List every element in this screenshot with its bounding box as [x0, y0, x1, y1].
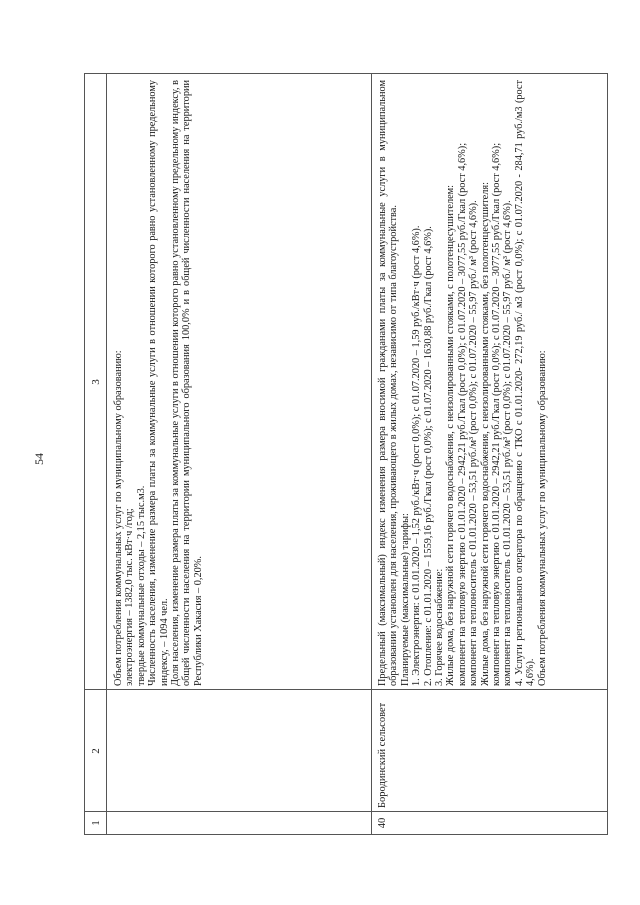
text-line: Предельный (максимальный) индекс изменения размера вносимой гражданами платы за коммунальные услуги в муниципальном образовании установлен для населения, проживающего в жилых домах, независимо от типа благоустройства.: [377, 80, 400, 686]
text-line: твердые коммунальные отходы – 2,15 тыс.м3.: [135, 485, 147, 686]
tariff-table: [84, 73, 608, 835]
text-line: 4. Услуги регионального оператора по обращению с ТКО с 01.01.2020- 272,19 руб./ м3 (рост 0,0%); с 01.07.2020 - 284,71 руб./м3 (рост 4,6%).: [513, 80, 537, 686]
table-header-row: [85, 74, 107, 834]
page-number: 54: [32, 453, 46, 465]
text-line: Планируемые (максимальные) тарифы:: [399, 513, 411, 686]
text-line: Жилые дома, без наружной сети горячего водоснабжения, с неизолированными стояками, без полотенцесушителя:: [479, 182, 491, 686]
text-line: 2. Отопление: с 01.01.2020 – 1559,16 руб./Гкал (рост 0,0%); с 01.07.2020 – 1630,88 руб./Гкал (рост 4,6%).: [422, 226, 434, 686]
text-line: Жилые дома, без наружной сети горячего водоснабжения, с неизолированными стояками, с полотенцесушителем:: [445, 184, 457, 686]
text-line: компонент на тепловую энергию с 01.01.2020 – 2942,21 руб./Гкал (рост 0,0%); с 01.07.2020 – 3077,55 руб./Гкал (рост 4,6%);: [491, 142, 503, 686]
text-line: Объем потребления коммунальных услуг по муниципальному образованию:: [536, 350, 548, 686]
text-line: электроэнергия – 1382,0 тыс. кВт·ч /год;: [124, 508, 136, 686]
column-divider: [85, 689, 607, 690]
column-divider: [85, 811, 607, 812]
header-col-2: 2: [90, 748, 102, 754]
tariff-cell: [377, 80, 548, 686]
text-line: Доля населения, изменение размера платы за коммунальные услуги в отношении которого равно установленному предельному индексу, в общей численности населения на территории муниципального образования 100,0% и в общей численности населения на территории Республики Хакасия – 0,20%.: [170, 80, 204, 686]
text-line: 3. Горячее водоснабжение:: [434, 568, 446, 686]
row-divider: [371, 74, 372, 834]
text-line: компонент на тепловую энергию с 01.01.2020 – 2942,21 руб./Гкал (рост 0,0%); с 01.07.2020 – 3077,55 руб./Гкал (рост 4,6%);: [456, 142, 468, 686]
continuation-cell: [113, 80, 204, 686]
header-col-3: 3: [90, 379, 102, 385]
text-line: компонент на теплоноситель с 01.01.2020 – 53,51 руб./м³ (рост 0,0%); с 01.07.2020 – 55,97 руб./ м³ (рост 4,6%).: [468, 200, 480, 686]
settlement-name: Бородинский сельсовет: [377, 702, 388, 808]
text-line: компонент на теплоноситель с 01.01.2020 – 53,51 руб./м³ (рост 0,0%); с 01.07.2020 – 55,97 руб./ м³ (рост 4,6%).: [502, 200, 514, 686]
row-number: 40: [377, 817, 388, 829]
text-line: Объем потребления коммунальных услуг по муниципальному образованию:: [113, 350, 124, 686]
header-col-1: 1: [90, 820, 102, 826]
text-line: Численность населения, изменение размера платы за коммунальные услуги в отношении которого равно установленному предельному индексу, – 1094 чел.: [147, 80, 170, 686]
text-line: 1. Электроэнергия: с 01.01.2020 – 1,52 руб./кВт·ч (рост 0,0%); с 01.07.2020 – 1,59 руб./кВт·ч (рост 4,6%).: [411, 225, 423, 686]
